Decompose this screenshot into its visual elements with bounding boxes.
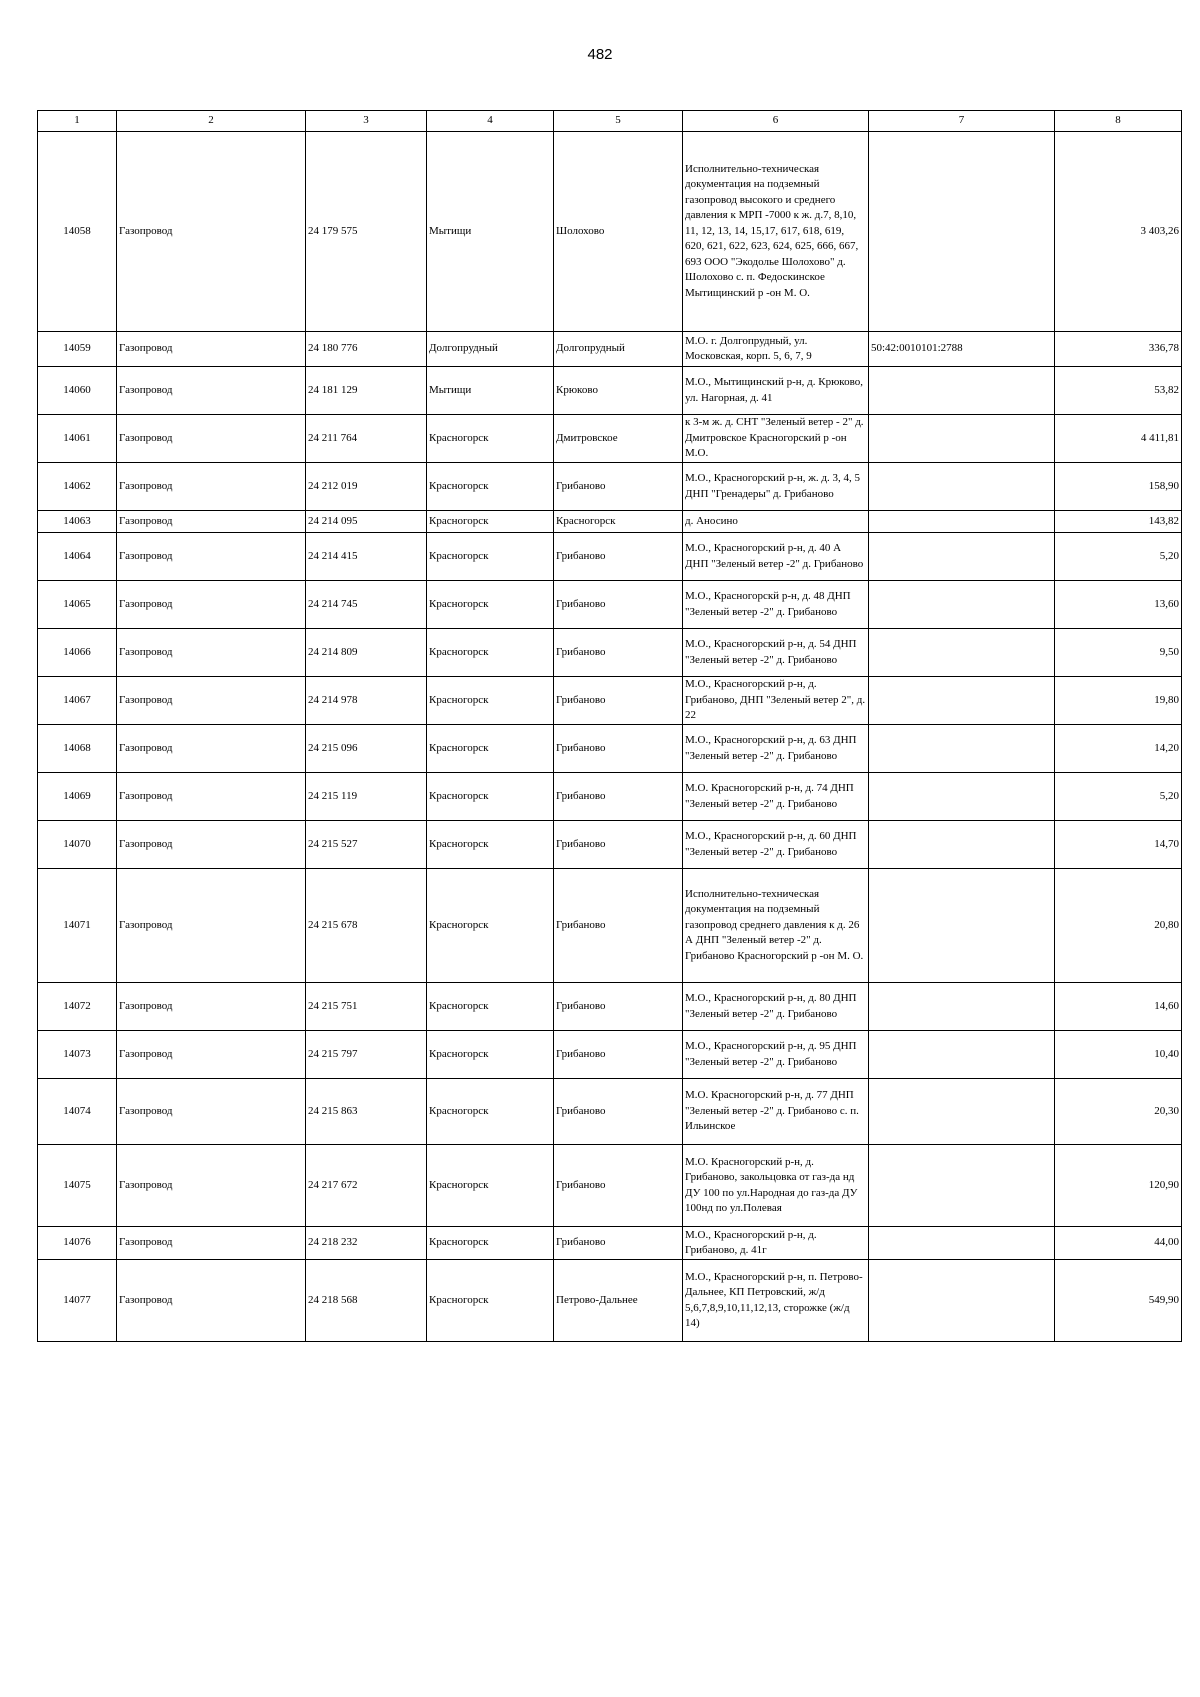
cell-locality: Грибаново: [554, 629, 683, 677]
cell-district: Красногорск: [427, 1031, 554, 1079]
cell-district: Красногорск: [427, 533, 554, 581]
registry-body: [38, 132, 1182, 1342]
cell-district: Красногорск: [427, 677, 554, 725]
table-row: [38, 869, 1182, 983]
cell-row-id: 14065: [38, 581, 117, 629]
cell-inventory-number: 24 211 764: [306, 415, 427, 463]
cell-row-id: 14058: [38, 132, 117, 332]
cell-district: Красногорск: [427, 511, 554, 533]
cell-description: М.О., Красногорский р-н, д. 63 ДНП "Зеленый ветер -2" д. Грибаново: [683, 725, 869, 773]
cell-cadastral-number: [869, 132, 1055, 332]
cell-locality: Грибаново: [554, 1145, 683, 1227]
column-header: 8: [1055, 111, 1182, 132]
cell-inventory-number: 24 215 119: [306, 773, 427, 821]
cell-object-name: Газопровод: [117, 1079, 306, 1145]
cell-object-name: Газопровод: [117, 1227, 306, 1260]
cell-value: 20,30: [1055, 1079, 1182, 1145]
cell-value: 143,82: [1055, 511, 1182, 533]
cell-inventory-number: 24 215 678: [306, 869, 427, 983]
cell-locality: Грибаново: [554, 1031, 683, 1079]
cell-object-name: Газопровод: [117, 983, 306, 1031]
cell-locality: Грибаново: [554, 869, 683, 983]
cell-value: 13,60: [1055, 581, 1182, 629]
cell-description: Исполнительно-техническая документация на подземный газопровод среднего давления к д. 26 А ДНП "Зеленый ветер -2" д. Грибаново Красногорский р -он М. О.: [683, 869, 869, 983]
cell-locality: Грибаново: [554, 677, 683, 725]
cell-value: 4 411,81: [1055, 415, 1182, 463]
cell-row-id: 14069: [38, 773, 117, 821]
cell-object-name: Газопровод: [117, 463, 306, 511]
cell-value: 5,20: [1055, 533, 1182, 581]
cell-row-id: 14062: [38, 463, 117, 511]
cell-value: 549,90: [1055, 1260, 1182, 1342]
cell-locality: Дмитровское: [554, 415, 683, 463]
cell-inventory-number: 24 218 568: [306, 1260, 427, 1342]
column-header: 2: [117, 111, 306, 132]
table-row: [38, 1227, 1182, 1260]
cell-object-name: Газопровод: [117, 367, 306, 415]
cell-value: 53,82: [1055, 367, 1182, 415]
table-row: [38, 677, 1182, 725]
table-row: [38, 511, 1182, 533]
cell-description: М.О., Красногорскй р-н, д. 48 ДНП "Зеленый ветер -2" д. Грибаново: [683, 581, 869, 629]
cell-district: Красногорск: [427, 415, 554, 463]
cell-description: Исполнительно-техническая документация на подземный газопровод высокого и среднего давления к МРП -7000 к ж. д.7, 8,10, 11, 12, 13, 14, 15,17, 617, 618, 619, 620, 621, 622, 623, 624, 625, 666, 667, 693 ООО "Экодолье Шолохово" д. Шолохово с. п. Федоскинское Мытищинский р -он М. О.: [683, 132, 869, 332]
cell-inventory-number: 24 215 863: [306, 1079, 427, 1145]
cell-inventory-number: 24 218 232: [306, 1227, 427, 1260]
cell-cadastral-number: 50:42:0010101:2788: [869, 332, 1055, 367]
cell-description: к 3-м ж. д. СНТ "Зеленый ветер - 2" д. Дмитровское Красногорский р -он М.О.: [683, 415, 869, 463]
cell-description: М.О., Красногорский р-н, д. Грибаново, д. 41г: [683, 1227, 869, 1260]
cell-value: 14,20: [1055, 725, 1182, 773]
cell-row-id: 14074: [38, 1079, 117, 1145]
column-header: 3: [306, 111, 427, 132]
cell-inventory-number: 24 181 129: [306, 367, 427, 415]
cell-description: М.О., Красногорский р-н, д. 80 ДНП "Зеленый ветер -2" д. Грибаново: [683, 983, 869, 1031]
cell-object-name: Газопровод: [117, 533, 306, 581]
cell-description: М.О., Мытищинский р-н, д. Крюково, ул. Нагорная, д. 41: [683, 367, 869, 415]
table-row: [38, 332, 1182, 367]
cell-inventory-number: 24 215 797: [306, 1031, 427, 1079]
table-row: [38, 1079, 1182, 1145]
cell-description: М.О., Красногорский р-н, п. Петрово-Дальнее, КП Петровский, ж/д 5,6,7,8,9,10,11,12,13, сторожке (ж/д 14): [683, 1260, 869, 1342]
cell-locality: Крюково: [554, 367, 683, 415]
cell-locality: Петрово-Дальнее: [554, 1260, 683, 1342]
cell-locality: Грибаново: [554, 821, 683, 869]
cell-district: Мытищи: [427, 367, 554, 415]
cell-row-id: 14064: [38, 533, 117, 581]
cell-value: 19,80: [1055, 677, 1182, 725]
cell-inventory-number: 24 214 095: [306, 511, 427, 533]
table-row: [38, 1260, 1182, 1342]
cell-district: Красногорск: [427, 869, 554, 983]
table-row: [38, 367, 1182, 415]
cell-locality: Долгопрудный: [554, 332, 683, 367]
cell-district: Красногорск: [427, 1145, 554, 1227]
cell-description: М.О. Красногорский р-н, д. 74 ДНП "Зеленый ветер -2" д. Грибаново: [683, 773, 869, 821]
cell-cadastral-number: [869, 533, 1055, 581]
column-number-row: [38, 111, 1182, 132]
cell-object-name: Газопровод: [117, 581, 306, 629]
cell-cadastral-number: [869, 581, 1055, 629]
table-row: [38, 1031, 1182, 1079]
cell-locality: Грибаново: [554, 1079, 683, 1145]
cell-inventory-number: 24 214 809: [306, 629, 427, 677]
column-header: 6: [683, 111, 869, 132]
cell-row-id: 14075: [38, 1145, 117, 1227]
cell-row-id: 14071: [38, 869, 117, 983]
cell-inventory-number: 24 214 978: [306, 677, 427, 725]
cell-inventory-number: 24 214 745: [306, 581, 427, 629]
cell-district: Красногорск: [427, 1079, 554, 1145]
cell-row-id: 14072: [38, 983, 117, 1031]
table-row: [38, 581, 1182, 629]
cell-description: М.О., Красногорский р-н, ж. д. 3, 4, 5 ДНП "Гренадеры" д. Грибаново: [683, 463, 869, 511]
cell-row-id: 14060: [38, 367, 117, 415]
cell-row-id: 14063: [38, 511, 117, 533]
cell-locality: Грибаново: [554, 773, 683, 821]
cell-row-id: 14076: [38, 1227, 117, 1260]
cell-description: М.О., Красногорский р-н, д. 60 ДНП "Зеленый ветер -2" д. Грибаново: [683, 821, 869, 869]
cell-row-id: 14067: [38, 677, 117, 725]
cell-cadastral-number: [869, 463, 1055, 511]
cell-inventory-number: 24 212 019: [306, 463, 427, 511]
cell-locality: Грибаново: [554, 725, 683, 773]
cell-object-name: Газопровод: [117, 132, 306, 332]
cell-cadastral-number: [869, 773, 1055, 821]
cell-locality: Грибаново: [554, 983, 683, 1031]
cell-locality: Грибаново: [554, 1227, 683, 1260]
cell-row-id: 14068: [38, 725, 117, 773]
cell-cadastral-number: [869, 821, 1055, 869]
registry-table: [37, 110, 1182, 1342]
table-row: [38, 821, 1182, 869]
cell-object-name: Газопровод: [117, 415, 306, 463]
table-row: [38, 415, 1182, 463]
cell-district: Красногорск: [427, 629, 554, 677]
table-row: [38, 725, 1182, 773]
cell-object-name: Газопровод: [117, 821, 306, 869]
cell-inventory-number: 24 215 527: [306, 821, 427, 869]
cell-district: Красногорск: [427, 773, 554, 821]
cell-row-id: 14061: [38, 415, 117, 463]
cell-district: Красногорск: [427, 581, 554, 629]
cell-district: Красногорск: [427, 1227, 554, 1260]
cell-cadastral-number: [869, 1079, 1055, 1145]
cell-district: Красногорск: [427, 725, 554, 773]
cell-description: М.О. Красногорский р-н, д. Грибаново, закольцовка от газ-да нд ДУ 100 по ул.Народная до газ-да ДУ 100нд по ул.Полевая: [683, 1145, 869, 1227]
cell-row-id: 14066: [38, 629, 117, 677]
cell-cadastral-number: [869, 1260, 1055, 1342]
cell-cadastral-number: [869, 629, 1055, 677]
cell-cadastral-number: [869, 367, 1055, 415]
table-row: [38, 1145, 1182, 1227]
cell-cadastral-number: [869, 1145, 1055, 1227]
column-header: 1: [38, 111, 117, 132]
column-header: 4: [427, 111, 554, 132]
cell-description: М.О., Красногорский р-н, д. 95 ДНП "Зеленый ветер -2" д. Грибаново: [683, 1031, 869, 1079]
cell-district: Красногорск: [427, 983, 554, 1031]
cell-object-name: Газопровод: [117, 511, 306, 533]
cell-value: 14,70: [1055, 821, 1182, 869]
cell-cadastral-number: [869, 1227, 1055, 1260]
cell-value: 9,50: [1055, 629, 1182, 677]
cell-row-id: 14077: [38, 1260, 117, 1342]
cell-row-id: 14073: [38, 1031, 117, 1079]
column-header: 7: [869, 111, 1055, 132]
column-header: 5: [554, 111, 683, 132]
cell-district: Мытищи: [427, 132, 554, 332]
cell-inventory-number: 24 215 751: [306, 983, 427, 1031]
cell-locality: Красногорск: [554, 511, 683, 533]
cell-object-name: Газопровод: [117, 629, 306, 677]
cell-object-name: Газопровод: [117, 332, 306, 367]
cell-value: 20,80: [1055, 869, 1182, 983]
cell-description: М.О., Красногорский р-н, д. 54 ДНП "Зеленый ветер -2" д. Грибаново: [683, 629, 869, 677]
cell-object-name: Газопровод: [117, 1260, 306, 1342]
cell-object-name: Газопровод: [117, 1145, 306, 1227]
cell-district: Красногорск: [427, 821, 554, 869]
cell-cadastral-number: [869, 725, 1055, 773]
cell-object-name: Газопровод: [117, 869, 306, 983]
cell-description: М.О., Красногорский р-н, д. 40 А ДНП "Зеленый ветер -2" д. Грибаново: [683, 533, 869, 581]
cell-inventory-number: 24 179 575: [306, 132, 427, 332]
cell-description: М.О. Красногорский р-н, д. 77 ДНП "Зеленый ветер -2" д. Грибаново с. п. Ильинское: [683, 1079, 869, 1145]
cell-value: 336,78: [1055, 332, 1182, 367]
cell-row-id: 14070: [38, 821, 117, 869]
table-row: [38, 463, 1182, 511]
cell-locality: Шолохово: [554, 132, 683, 332]
cell-row-id: 14059: [38, 332, 117, 367]
cell-district: Красногорск: [427, 463, 554, 511]
cell-cadastral-number: [869, 983, 1055, 1031]
cell-cadastral-number: [869, 511, 1055, 533]
cell-object-name: Газопровод: [117, 725, 306, 773]
cell-inventory-number: 24 217 672: [306, 1145, 427, 1227]
cell-description: д. Аносино: [683, 511, 869, 533]
table-row: [38, 533, 1182, 581]
cell-description: М.О., Красногорский р-н, д. Грибаново, ДНП "Зеленый ветер 2", д. 22: [683, 677, 869, 725]
cell-object-name: Газопровод: [117, 1031, 306, 1079]
cell-locality: Грибаново: [554, 463, 683, 511]
cell-value: 3 403,26: [1055, 132, 1182, 332]
cell-inventory-number: 24 215 096: [306, 725, 427, 773]
table-row: [38, 629, 1182, 677]
cell-locality: Грибаново: [554, 533, 683, 581]
cell-description: М.О. г. Долгопрудный, ул. Московская, корп. 5, 6, 7, 9: [683, 332, 869, 367]
cell-cadastral-number: [869, 415, 1055, 463]
table-row: [38, 983, 1182, 1031]
table-row: [38, 773, 1182, 821]
cell-value: 14,60: [1055, 983, 1182, 1031]
cell-value: 158,90: [1055, 463, 1182, 511]
cell-locality: Грибаново: [554, 581, 683, 629]
cell-value: 10,40: [1055, 1031, 1182, 1079]
cell-inventory-number: 24 214 415: [306, 533, 427, 581]
cell-district: Красногорск: [427, 1260, 554, 1342]
cell-cadastral-number: [869, 1031, 1055, 1079]
cell-value: 120,90: [1055, 1145, 1182, 1227]
cell-district: Долгопрудный: [427, 332, 554, 367]
cell-value: 5,20: [1055, 773, 1182, 821]
cell-cadastral-number: [869, 869, 1055, 983]
table-row: [38, 132, 1182, 332]
cell-inventory-number: 24 180 776: [306, 332, 427, 367]
cell-object-name: Газопровод: [117, 677, 306, 725]
cell-cadastral-number: [869, 677, 1055, 725]
page-number: 482: [587, 46, 613, 63]
cell-object-name: Газопровод: [117, 773, 306, 821]
cell-value: 44,00: [1055, 1227, 1182, 1260]
